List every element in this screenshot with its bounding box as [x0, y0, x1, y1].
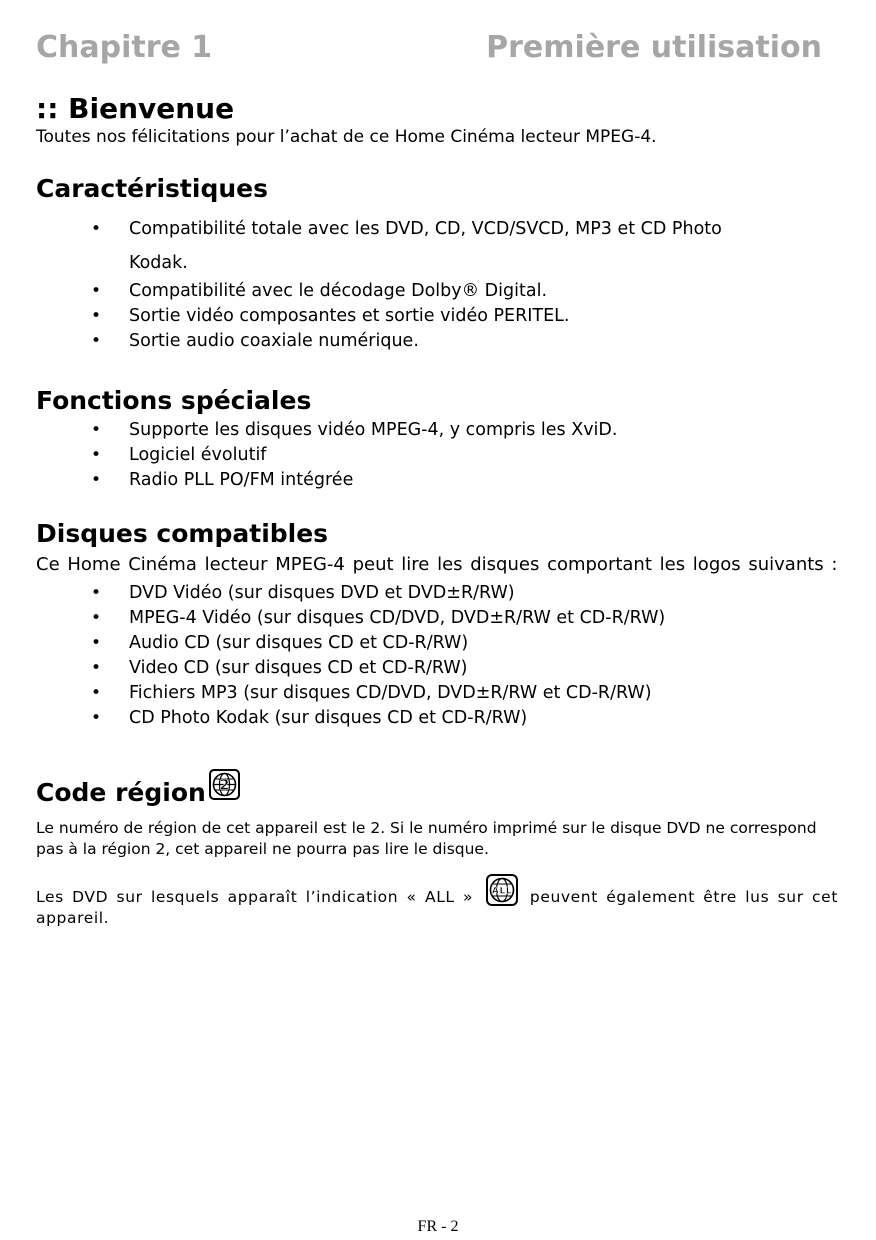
- list-item: • Radio PLL PO/FM intégrée: [36, 468, 838, 493]
- compatible-discs-intro: Ce Home Cinéma lecteur MPEG-4 peut lire les disques comportant les logos suivants :: [36, 554, 838, 575]
- all-region-paragraph: Les DVD sur lesquels apparaît l’indication « ALL » ALL peuvent également être lus sur cet appareil.: [36, 874, 838, 929]
- svg-text:2: 2: [219, 777, 230, 794]
- list-item: • Compatibilité avec le décodage Dolby® Digital.: [36, 279, 838, 304]
- special-functions-list: [36, 418, 838, 493]
- list-item: • Audio CD (sur disques CD et CD-R/RW): [36, 631, 838, 656]
- list-item: • Logiciel évolutif: [36, 443, 838, 468]
- welcome-text: Toutes nos félicitations pour l’achat de ce Home Cinéma lecteur MPEG-4.: [36, 127, 657, 147]
- list-item: • Fichiers MP3 (sur disques CD/DVD, DVD±R/RW et CD-R/RW): [36, 681, 838, 706]
- region-2-globe-icon: [209, 769, 240, 800]
- list-item: • Supporte les disques vidéo MPEG-4, y compris les XviD.: [36, 418, 838, 443]
- compatible-discs-list: [36, 581, 838, 731]
- chapter-title: Chapitre 1: [36, 30, 213, 65]
- page-header: [36, 30, 822, 65]
- page-number: FR - 2: [417, 1218, 459, 1235]
- list-item: • Video CD (sur disques CD et CD-R/RW): [36, 656, 838, 681]
- special-functions-heading: Fonctions spéciales: [36, 386, 312, 415]
- features-heading: Caractéristiques: [36, 174, 268, 203]
- special-functions-section: [36, 386, 838, 493]
- region-code-header: [36, 769, 838, 808]
- features-list: [36, 212, 838, 354]
- list-item: • MPEG-4 Vidéo (sur disques CD/DVD, DVD±R/RW et CD-R/RW): [36, 606, 838, 631]
- list-item: • CD Photo Kodak (sur disques CD et CD-R/RW): [36, 706, 838, 731]
- list-item: • Sortie vidéo composantes et sortie vidéo PERITEL.: [36, 304, 838, 329]
- list-item: • Sortie audio coaxiale numérique.: [36, 329, 838, 354]
- list-item: • Compatibilité totale avec les DVD, CD, VCD/SVCD, MP3 et CD Photo Kodak.: [36, 212, 838, 280]
- welcome-heading: :: Bienvenue: [36, 92, 235, 125]
- document-page: [36, 30, 838, 929]
- all-region-globe-icon: [486, 874, 518, 906]
- region-code-heading: Code région: [36, 778, 206, 807]
- region-paragraph: Le numéro de région de cet appareil est le 2. Si le numéro imprimé sur le disque DVD ne correspond pas à la région 2, cet appareil ne pourra pas lire le disque.: [36, 819, 817, 858]
- features-section: [36, 174, 838, 354]
- compatible-discs-section: [36, 519, 838, 731]
- list-item: • DVD Vidéo (sur disques DVD et DVD±R/RW): [36, 581, 838, 606]
- compatible-discs-heading: Disques compatibles: [36, 519, 329, 548]
- section-title: Première utilisation: [486, 30, 822, 65]
- svg-text:ALL: ALL: [491, 886, 512, 897]
